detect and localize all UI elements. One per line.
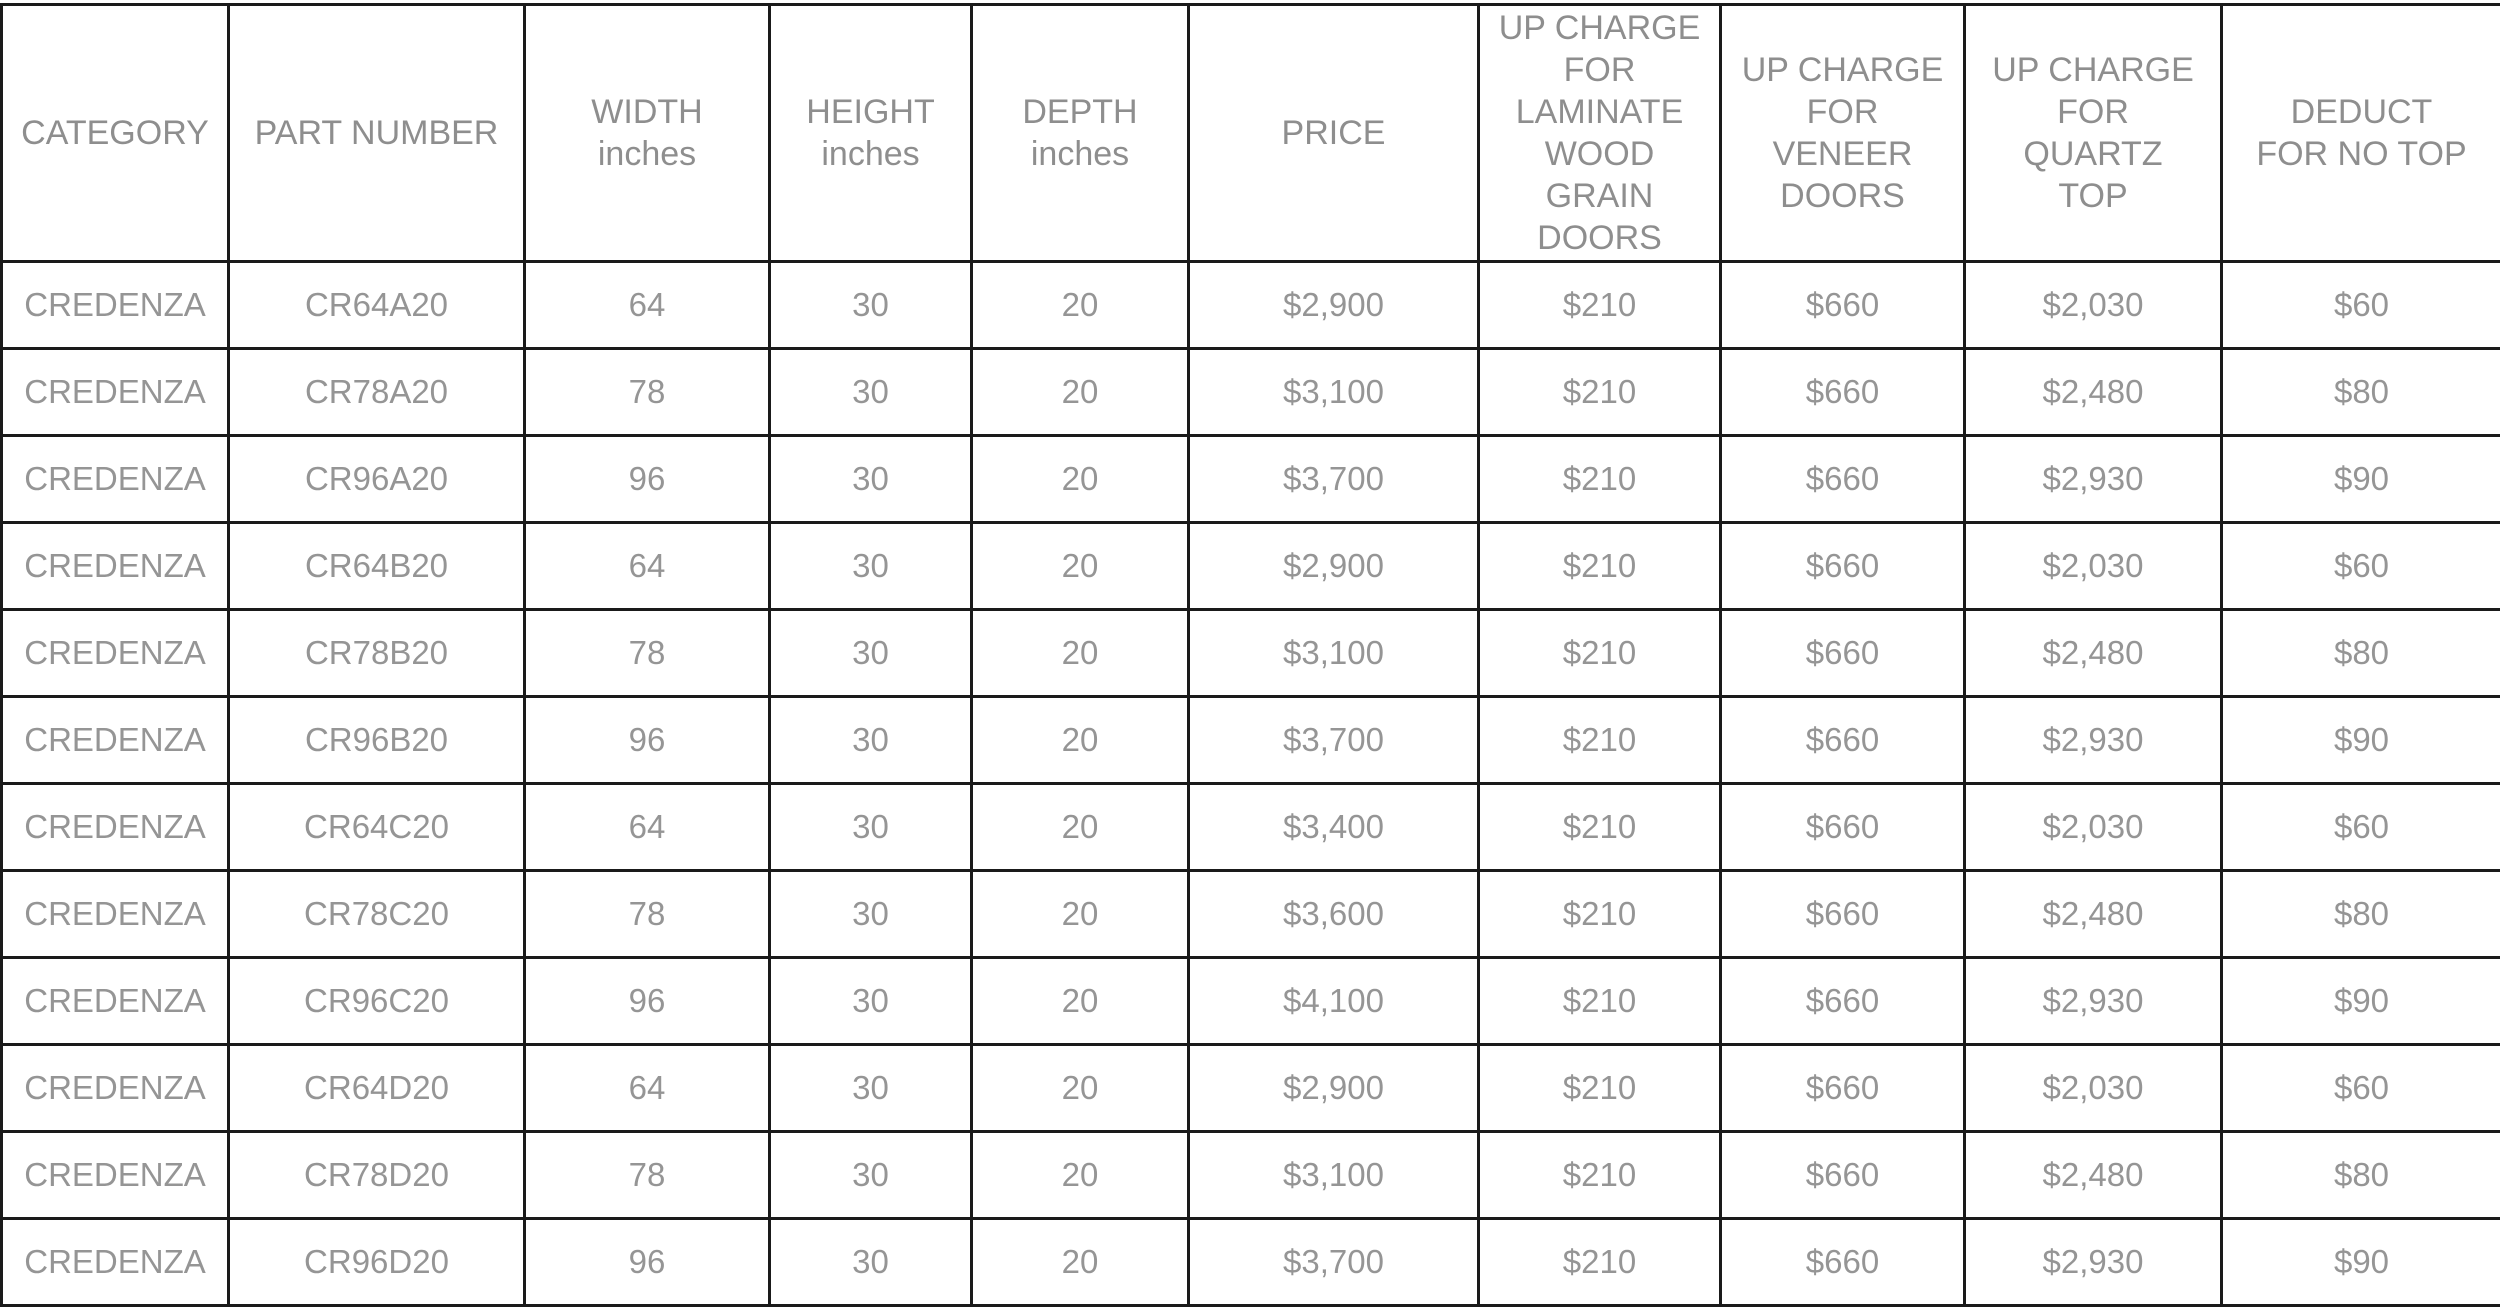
table-row	[2, 610, 2500, 697]
cell-part-number: CR96D20	[229, 1219, 525, 1306]
cell-upcharge-laminate: $210	[1479, 1045, 1721, 1132]
header-upcharge-quartz	[1965, 5, 2222, 262]
cell-height: 30	[770, 1132, 972, 1219]
cell-price: $3,100	[1189, 610, 1479, 697]
cell-width: 64	[525, 262, 770, 349]
cell-width: 64	[525, 1045, 770, 1132]
cell-depth: 20	[972, 871, 1189, 958]
cell-category: CREDENZA	[2, 436, 229, 523]
cell-price: $3,100	[1189, 349, 1479, 436]
cell-deduct-no-top: $60	[2222, 784, 2500, 871]
table-row	[2, 1132, 2500, 1219]
cell-upcharge-veneer: $660	[1721, 523, 1965, 610]
header-depth-unit: inches	[979, 133, 1181, 175]
cell-height: 30	[770, 523, 972, 610]
cell-upcharge-quartz: $2,480	[1965, 1132, 2222, 1219]
cell-part-number: CR64B20	[229, 523, 525, 610]
cell-height: 30	[770, 1219, 972, 1306]
cell-part-number: CR64A20	[229, 262, 525, 349]
cell-part-number: CR96C20	[229, 958, 525, 1045]
cell-category: CREDENZA	[2, 697, 229, 784]
cell-upcharge-laminate: $210	[1479, 523, 1721, 610]
cell-width: 78	[525, 1132, 770, 1219]
header-deduct-line-1: DEDUCT	[2229, 91, 2494, 133]
cell-deduct-no-top: $60	[2222, 1045, 2500, 1132]
cell-price: $3,400	[1189, 784, 1479, 871]
cell-upcharge-laminate: $210	[1479, 1132, 1721, 1219]
header-quartz-line-4: TOP	[1972, 175, 2214, 217]
cell-height: 30	[770, 871, 972, 958]
cell-price: $2,900	[1189, 523, 1479, 610]
cell-height: 30	[770, 610, 972, 697]
cell-depth: 20	[972, 1132, 1189, 1219]
cell-upcharge-veneer: $660	[1721, 1132, 1965, 1219]
cell-price: $2,900	[1189, 262, 1479, 349]
cell-category: CREDENZA	[2, 262, 229, 349]
cell-deduct-no-top: $90	[2222, 697, 2500, 784]
cell-part-number: CR78D20	[229, 1132, 525, 1219]
cell-category: CREDENZA	[2, 958, 229, 1045]
header-height	[770, 5, 972, 262]
cell-upcharge-quartz: $2,930	[1965, 958, 2222, 1045]
cell-price: $2,900	[1189, 1045, 1479, 1132]
header-laminate-line-3: LAMINATE	[1486, 91, 1713, 133]
cell-category: CREDENZA	[2, 871, 229, 958]
cell-upcharge-laminate: $210	[1479, 784, 1721, 871]
cell-price: $3,600	[1189, 871, 1479, 958]
cell-width: 96	[525, 958, 770, 1045]
cell-upcharge-laminate: $210	[1479, 610, 1721, 697]
cell-category: CREDENZA	[2, 1219, 229, 1306]
header-price	[1189, 5, 1479, 262]
cell-depth: 20	[972, 697, 1189, 784]
cell-price: $3,700	[1189, 436, 1479, 523]
cell-upcharge-veneer: $660	[1721, 697, 1965, 784]
table-row	[2, 697, 2500, 784]
header-laminate-line-6: DOORS	[1486, 217, 1713, 259]
cell-deduct-no-top: $90	[2222, 436, 2500, 523]
cell-depth: 20	[972, 523, 1189, 610]
cell-depth: 20	[972, 958, 1189, 1045]
cell-width: 96	[525, 697, 770, 784]
cell-upcharge-quartz: $2,930	[1965, 436, 2222, 523]
cell-upcharge-laminate: $210	[1479, 436, 1721, 523]
cell-upcharge-laminate: $210	[1479, 262, 1721, 349]
cell-category: CREDENZA	[2, 523, 229, 610]
cell-upcharge-quartz: $2,030	[1965, 784, 2222, 871]
cell-part-number: CR96A20	[229, 436, 525, 523]
cell-depth: 20	[972, 349, 1189, 436]
cell-part-number: CR64C20	[229, 784, 525, 871]
cell-upcharge-laminate: $210	[1479, 871, 1721, 958]
cell-part-number: CR64D20	[229, 1045, 525, 1132]
cell-upcharge-laminate: $210	[1479, 697, 1721, 784]
cell-upcharge-quartz: $2,930	[1965, 697, 2222, 784]
cell-upcharge-laminate: $210	[1479, 958, 1721, 1045]
cell-part-number: CR96B20	[229, 697, 525, 784]
cell-upcharge-veneer: $660	[1721, 349, 1965, 436]
header-veneer-line-4: DOORS	[1728, 175, 1957, 217]
table-row	[2, 349, 2500, 436]
header-height-unit: inches	[777, 133, 964, 175]
header-category	[2, 5, 229, 262]
table-row	[2, 436, 2500, 523]
header-laminate-line-2: FOR	[1486, 49, 1713, 91]
cell-category: CREDENZA	[2, 784, 229, 871]
cell-depth: 20	[972, 436, 1189, 523]
cell-deduct-no-top: $80	[2222, 349, 2500, 436]
cell-part-number: CR78A20	[229, 349, 525, 436]
cell-upcharge-veneer: $660	[1721, 784, 1965, 871]
cell-upcharge-quartz: $2,480	[1965, 349, 2222, 436]
cell-height: 30	[770, 784, 972, 871]
cell-upcharge-quartz: $2,480	[1965, 610, 2222, 697]
header-upcharge-veneer	[1721, 5, 1965, 262]
cell-depth: 20	[972, 1219, 1189, 1306]
cell-category: CREDENZA	[2, 1132, 229, 1219]
cell-width: 78	[525, 349, 770, 436]
header-laminate-line-1: UP CHARGE	[1486, 7, 1713, 49]
credenza-price-table	[0, 3, 2500, 1307]
cell-deduct-no-top: $60	[2222, 262, 2500, 349]
table-row	[2, 1045, 2500, 1132]
cell-height: 30	[770, 262, 972, 349]
cell-height: 30	[770, 958, 972, 1045]
cell-upcharge-laminate: $210	[1479, 1219, 1721, 1306]
header-width	[525, 5, 770, 262]
table-row	[2, 871, 2500, 958]
header-quartz-line-1: UP CHARGE	[1972, 49, 2214, 91]
header-row	[2, 5, 2500, 262]
cell-width: 78	[525, 871, 770, 958]
cell-upcharge-quartz: $2,480	[1965, 871, 2222, 958]
cell-height: 30	[770, 349, 972, 436]
cell-category: CREDENZA	[2, 610, 229, 697]
cell-price: $4,100	[1189, 958, 1479, 1045]
header-width-unit: inches	[532, 133, 762, 175]
header-height-line: HEIGHT	[777, 91, 964, 133]
header-laminate-line-5: GRAIN	[1486, 175, 1713, 217]
cell-part-number: CR78B20	[229, 610, 525, 697]
cell-deduct-no-top: $90	[2222, 1219, 2500, 1306]
header-veneer-line-3: VENEER	[1728, 133, 1957, 175]
header-part-number	[229, 5, 525, 262]
cell-deduct-no-top: $60	[2222, 523, 2500, 610]
cell-upcharge-quartz: $2,030	[1965, 1045, 2222, 1132]
table-row	[2, 784, 2500, 871]
table-row	[2, 523, 2500, 610]
cell-height: 30	[770, 697, 972, 784]
cell-deduct-no-top: $90	[2222, 958, 2500, 1045]
cell-depth: 20	[972, 1045, 1189, 1132]
table-row	[2, 262, 2500, 349]
cell-deduct-no-top: $80	[2222, 871, 2500, 958]
header-veneer-line-1: UP CHARGE	[1728, 49, 1957, 91]
cell-width: 64	[525, 523, 770, 610]
cell-upcharge-laminate: $210	[1479, 349, 1721, 436]
header-width-line: WIDTH	[532, 91, 762, 133]
cell-category: CREDENZA	[2, 1045, 229, 1132]
header-category-line: CATEGORY	[9, 112, 221, 154]
cell-deduct-no-top: $80	[2222, 610, 2500, 697]
cell-category: CREDENZA	[2, 349, 229, 436]
cell-width: 96	[525, 1219, 770, 1306]
header-depth	[972, 5, 1189, 262]
cell-upcharge-veneer: $660	[1721, 1219, 1965, 1306]
cell-height: 30	[770, 1045, 972, 1132]
cell-upcharge-veneer: $660	[1721, 262, 1965, 349]
cell-width: 96	[525, 436, 770, 523]
cell-deduct-no-top: $80	[2222, 1132, 2500, 1219]
header-part-number-line: PART NUMBER	[236, 112, 517, 154]
cell-height: 30	[770, 436, 972, 523]
table-row	[2, 1219, 2500, 1306]
cell-upcharge-veneer: $660	[1721, 436, 1965, 523]
cell-depth: 20	[972, 610, 1189, 697]
cell-upcharge-veneer: $660	[1721, 610, 1965, 697]
cell-upcharge-veneer: $660	[1721, 871, 1965, 958]
table-row	[2, 958, 2500, 1045]
header-deduct-no-top	[2222, 5, 2500, 262]
cell-width: 78	[525, 610, 770, 697]
header-depth-line: DEPTH	[979, 91, 1181, 133]
header-veneer-line-2: FOR	[1728, 91, 1957, 133]
cell-depth: 20	[972, 262, 1189, 349]
cell-depth: 20	[972, 784, 1189, 871]
cell-upcharge-quartz: $2,030	[1965, 262, 2222, 349]
header-quartz-line-3: QUARTZ	[1972, 133, 2214, 175]
header-deduct-line-2: FOR NO TOP	[2229, 133, 2494, 175]
cell-price: $3,700	[1189, 697, 1479, 784]
cell-upcharge-veneer: $660	[1721, 958, 1965, 1045]
cell-upcharge-veneer: $660	[1721, 1045, 1965, 1132]
cell-upcharge-quartz: $2,930	[1965, 1219, 2222, 1306]
cell-price: $3,100	[1189, 1132, 1479, 1219]
cell-part-number: CR78C20	[229, 871, 525, 958]
header-quartz-line-2: FOR	[1972, 91, 2214, 133]
header-laminate-line-4: WOOD	[1486, 133, 1713, 175]
cell-upcharge-quartz: $2,030	[1965, 523, 2222, 610]
cell-price: $3,700	[1189, 1219, 1479, 1306]
header-price-line: PRICE	[1196, 112, 1471, 154]
cell-width: 64	[525, 784, 770, 871]
header-upcharge-laminate	[1479, 5, 1721, 262]
